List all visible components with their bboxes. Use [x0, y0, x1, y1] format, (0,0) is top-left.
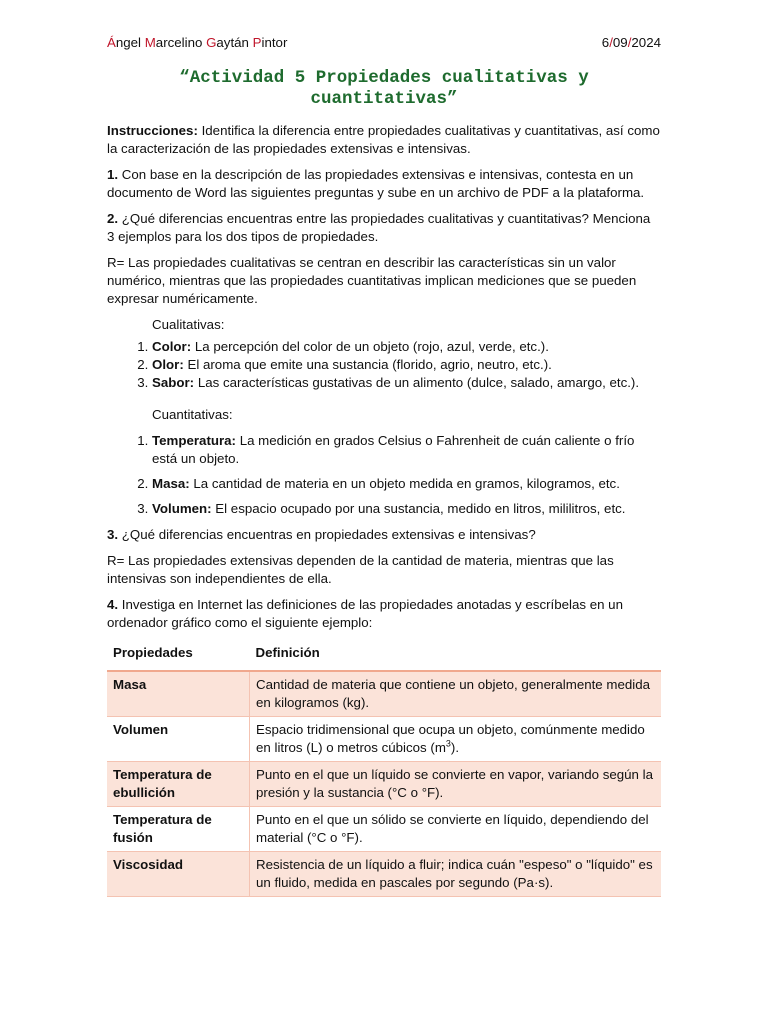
document-page [107, 34, 661, 897]
question-4: 4. Investiga en Internet las definiciones de las propiedades anotadas y escríbelas en un ordenador gráfico como el siguiente ejemplo: [107, 597, 623, 630]
qualitative-heading: Cualitativas: [152, 317, 225, 332]
qualitative-list [107, 338, 661, 392]
date-part: 6 [601, 35, 610, 50]
quantitative-heading: Cuantitativas: [152, 407, 233, 422]
question-2: 2. ¿Qué diferencias encuentras entre las propiedades cualitativas y cuantitativas? Menciona 3 ejemplos para los dos tipos de propiedades. [107, 211, 651, 244]
table-row [107, 717, 661, 762]
list-item [152, 475, 661, 493]
list-item-text: La cantidad de materia en un objeto medida en gramos, kilogramos, etc. [189, 476, 620, 491]
answer-2: R= Las propiedades cualitativas se centran en describir las características sin un valor numérico, mientras que las propiedades cuantitativas implican mediciones que se pueden expresar numéricamente. [107, 255, 637, 306]
question-3: 3. ¿Qué diferencias encuentras en propiedades extensivas e intensivas? [107, 527, 536, 542]
author-name-part: P [252, 35, 262, 50]
list-item-label: Volumen: [152, 501, 212, 516]
list-item-text: El espacio ocupado por una sustancia, medido en litros, mililitros, etc. [211, 501, 626, 516]
page-header [107, 34, 661, 52]
list-item-text: La percepción del color de un objeto (rojo, azul, verde, etc.). [191, 339, 549, 354]
definition-cell: Espacio tridimensional que ocupa un objeto, comúnmente medido en litros (L) o metros cúbicos $(m^3)$. [250, 717, 662, 762]
list-item-label: Color: [152, 339, 192, 354]
list-item-label: Temperatura: [152, 433, 236, 448]
instructions: Instrucciones: Identifica la diferencia entre propiedades cualitativas y cuantitativas, así como la caracterización de las propiedades extensivas e intensivas. [107, 123, 660, 156]
property-cell: Volumen [107, 717, 250, 762]
author-name-part: aytán [216, 35, 253, 50]
author-name [107, 34, 287, 52]
date [602, 34, 661, 52]
author-name-part: M [144, 35, 156, 50]
author-name-part: arcelino [155, 35, 207, 50]
list-item-text: El aroma que emite una sustancia (florido, agrio, neutro, etc.). [183, 357, 552, 372]
answer-3: R= Las propiedades extensivas dependen de la cantidad de materia, mientras que las intensivas son independientes de ella. [107, 553, 614, 586]
table-row [107, 852, 661, 897]
question-1: 1. Con base en la descripción de las propiedades extensivas e intensivas, contesta en un documento de Word las siguientes preguntas y sube en un archivo de PDF a la plataforma. [107, 167, 645, 200]
definition-cell: Punto en el que un sólido se convierte en líquido, dependiendo del material (°C o °F). [250, 807, 662, 852]
quantitative-list [107, 432, 661, 518]
list-item [152, 338, 661, 356]
author-name-part: intor [261, 35, 288, 50]
table-row [107, 807, 661, 852]
author-name-part: ngel [115, 35, 145, 50]
header-properties: Propiedades [107, 640, 250, 671]
date-part: 2024 [631, 35, 661, 50]
list-item-label: Sabor: [152, 375, 195, 390]
property-cell: Masa [107, 671, 250, 717]
date-part: / [609, 35, 613, 50]
property-cell: Viscosidad [107, 852, 250, 897]
list-item-label: Masa: [152, 476, 190, 491]
table-row [107, 762, 661, 807]
date-part: / [627, 35, 632, 50]
properties-table [107, 640, 661, 897]
table-row [107, 671, 661, 717]
list-item [152, 374, 661, 392]
list-item-label: Olor: [152, 357, 184, 372]
author-name-part: Á [107, 35, 116, 50]
author-name-part: G [206, 35, 217, 50]
property-cell: Temperatura de fusión [107, 807, 250, 852]
table-header-row [107, 640, 661, 671]
list-item-text: Las características gustativas de un alimento (dulce, salado, amargo, etc.). [194, 375, 640, 390]
superscript: 3 [445, 738, 451, 749]
list-item [152, 500, 661, 518]
definition-cell: Cantidad de materia que contiene un objeto, generalmente medida en kilogramos (kg). [250, 671, 662, 717]
definition-cell: Punto en el que un líquido se convierte en vapor, variando según la presión y la sustancia (°C o °F). [250, 762, 662, 807]
list-item-text: La medición en grados Celsius o Fahrenheit de cuán caliente o frío está un objeto. [152, 433, 635, 466]
date-part: 09 [612, 35, 628, 50]
list-item [152, 432, 661, 468]
list-item [152, 356, 661, 374]
document-title: “Actividad 5 Propiedades cualitativas y cuantitativas” [179, 68, 589, 109]
header-definition: Definición [250, 640, 662, 671]
definition-cell: Resistencia de un líquido a fluir; indica cuán "espeso" o "líquido" es un fluido, medida en pascales por segundo (Pa·s). [250, 852, 662, 897]
property-cell: Temperatura de ebullición [107, 762, 250, 807]
